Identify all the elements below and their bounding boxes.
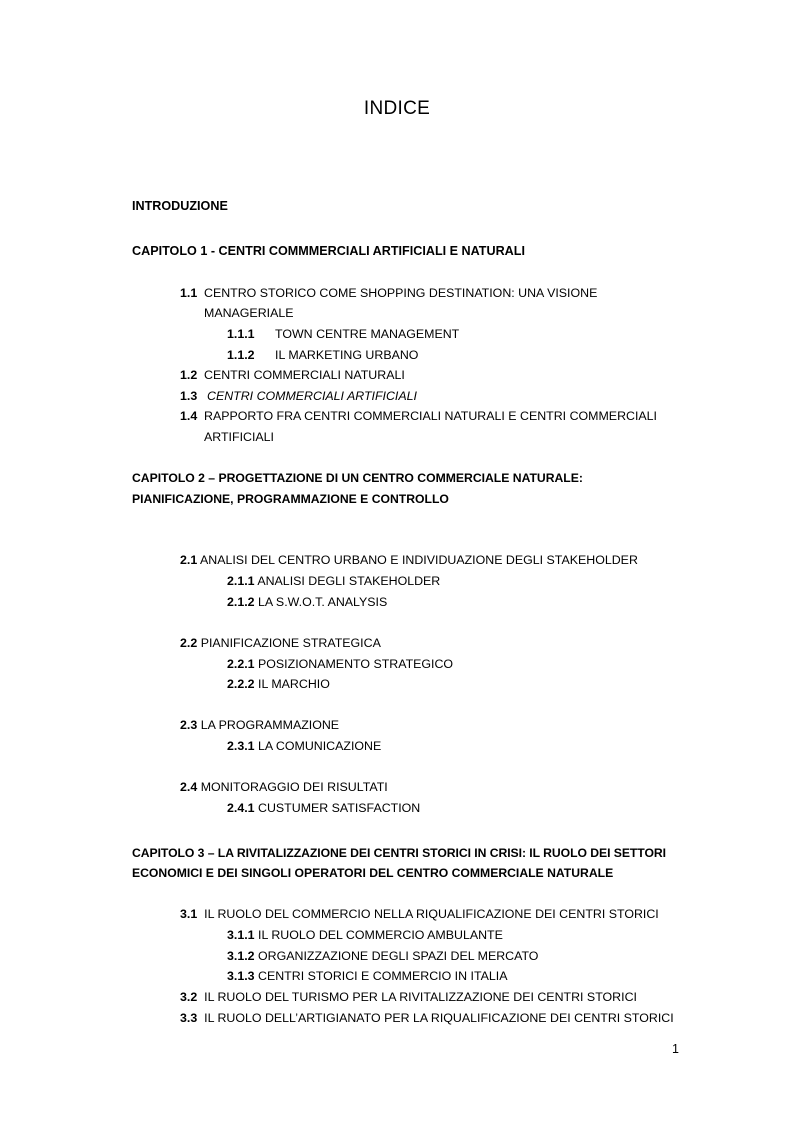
toc-entry-2-4 bbox=[180, 779, 388, 795]
toc-entry-1-4 bbox=[180, 408, 657, 424]
toc-entry-2-3-1 bbox=[227, 738, 381, 754]
chapter-3-title-cont: ECONOMICI E DEI SINGOLI OPERATORI DEL CENTRO COMMERCIALE NATURALE bbox=[132, 866, 614, 880]
section-number: 2.1 bbox=[180, 553, 198, 567]
page-title: INDICE bbox=[363, 98, 431, 119]
section-text: IL RUOLO DELL’ARTIGIANATO PER LA RIQUALIFICAZIONE DEI CENTRI STORICI bbox=[204, 1011, 674, 1025]
toc-entry-1-2 bbox=[180, 367, 405, 383]
section-number: 1.1.2 bbox=[227, 348, 255, 362]
toc-entry-2-4-1 bbox=[227, 800, 420, 816]
toc-entry-2-3 bbox=[180, 717, 339, 733]
section-number: 2.1.2 bbox=[227, 595, 255, 609]
section-number: 1.2 bbox=[180, 368, 198, 382]
toc-entry-3-3 bbox=[180, 1010, 674, 1026]
section-text: IL RUOLO DEL COMMERCIO NELLA RIQUALIFICAZIONE DEI CENTRI STORICI bbox=[204, 907, 659, 921]
page-number: 1 bbox=[672, 1042, 679, 1056]
section-text: LA COMUNICAZIONE bbox=[258, 739, 382, 753]
section-number: 1.4 bbox=[180, 409, 198, 423]
section-text: TOWN CENTRE MANAGEMENT bbox=[275, 327, 460, 341]
section-text: POSIZIONAMENTO STRATEGICO bbox=[258, 657, 454, 671]
toc-entry-1-3 bbox=[180, 388, 417, 404]
toc-entry-3-2 bbox=[180, 989, 637, 1005]
section-text: CENTRI COMMERCIALI ARTIFICIALI bbox=[207, 389, 417, 403]
chapter-2-title-cont: PIANIFICAZIONE, PROGRAMMAZIONE E CONTROLLO bbox=[132, 492, 449, 506]
toc-introduction: INTRODUZIONE bbox=[132, 199, 228, 213]
section-number: 2.2 bbox=[180, 636, 198, 650]
section-text: CENTRI COMMERCIALI NATURALI bbox=[204, 368, 405, 382]
section-number: 3.1.3 bbox=[227, 969, 255, 983]
toc-entry-3-1-3 bbox=[227, 968, 507, 984]
section-number: 2.4.1 bbox=[227, 801, 255, 815]
toc-entry-2-2-1 bbox=[227, 656, 453, 672]
section-text: RAPPORTO FRA CENTRI COMMERCIALI NATURALI E CENTRI COMMERCIALI bbox=[204, 409, 658, 423]
section-number: 1.3 bbox=[180, 389, 198, 403]
section-number: 2.2.1 bbox=[227, 657, 255, 671]
section-text: ANALISI DEL CENTRO URBANO E INDIVIDUAZIONE DEGLI STAKEHOLDER bbox=[200, 553, 638, 567]
section-number: 2.1.1 bbox=[227, 574, 255, 588]
toc-entry-1-1-1 bbox=[227, 326, 459, 342]
section-text: IL MARKETING URBANO bbox=[275, 348, 419, 362]
chapter-3-title: CAPITOLO 3 – LA RIVITALIZZAZIONE DEI CENTRI STORICI IN CRISI: IL RUOLO DEI SETTORI bbox=[132, 846, 666, 860]
toc-entry-2-1 bbox=[180, 552, 638, 568]
toc-entry-2-1-2 bbox=[227, 594, 387, 610]
chapter-1-title: CAPITOLO 1 - CENTRI COMMMERCIALI ARTIFICIALI E NATURALI bbox=[132, 244, 525, 258]
chapter-2-title: CAPITOLO 2 – PROGETTAZIONE DI UN CENTRO COMMERCIALE NATURALE: bbox=[132, 471, 583, 485]
section-number: 3.1 bbox=[180, 907, 198, 921]
section-number: 2.2.2 bbox=[227, 677, 255, 691]
section-number: 3.1.2 bbox=[227, 949, 255, 963]
toc-entry-1-1-cont: MANAGERIALE bbox=[204, 306, 294, 320]
section-number: 3.1.1 bbox=[227, 928, 255, 942]
toc-entry-3-1-1 bbox=[227, 927, 503, 943]
section-text: LA S.W.O.T. ANALYSIS bbox=[258, 595, 388, 609]
section-text: IL MARCHIO bbox=[258, 677, 330, 691]
toc-entry-1-1 bbox=[180, 285, 597, 301]
toc-entry-3-1 bbox=[180, 906, 659, 922]
toc-entry-1-4-cont: ARTIFICIALI bbox=[204, 430, 274, 444]
section-text: PIANIFICAZIONE STRATEGICA bbox=[200, 636, 381, 650]
section-number: 2.3.1 bbox=[227, 739, 255, 753]
section-text: IL RUOLO DEL COMMERCIO AMBULANTE bbox=[258, 928, 503, 942]
section-text: ANALISI DEGLI STAKEHOLDER bbox=[257, 574, 441, 588]
toc-entry-2-2-2 bbox=[227, 676, 330, 692]
section-text: LA PROGRAMMAZIONE bbox=[200, 718, 340, 732]
toc-entry-2-1-1 bbox=[227, 573, 440, 589]
toc-entry-3-1-2 bbox=[227, 948, 538, 964]
toc-entry-1-1-2 bbox=[227, 347, 418, 363]
section-number: 1.1.1 bbox=[227, 327, 255, 341]
section-text: CENTRO STORICO COME SHOPPING DESTINATION: UNA VISIONE bbox=[204, 286, 598, 300]
toc-entry-2-2 bbox=[180, 635, 381, 651]
section-text: CUSTUMER SATISFACTION bbox=[258, 801, 421, 815]
section-number: 2.3 bbox=[180, 718, 198, 732]
section-number: 3.2 bbox=[180, 990, 198, 1004]
section-text: CENTRI STORICI E COMMERCIO IN ITALIA bbox=[258, 969, 508, 983]
section-text: ORGANIZZAZIONE DEGLI SPAZI DEL MERCATO bbox=[258, 949, 539, 963]
section-number: 3.3 bbox=[180, 1011, 198, 1025]
section-text: MONITORAGGIO DEI RISULTATI bbox=[200, 780, 388, 794]
section-text: IL RUOLO DEL TURISMO PER LA RIVITALIZZAZIONE DEI CENTRI STORICI bbox=[204, 990, 637, 1004]
section-number: 2.4 bbox=[180, 780, 198, 794]
section-number: 1.1 bbox=[180, 286, 198, 300]
